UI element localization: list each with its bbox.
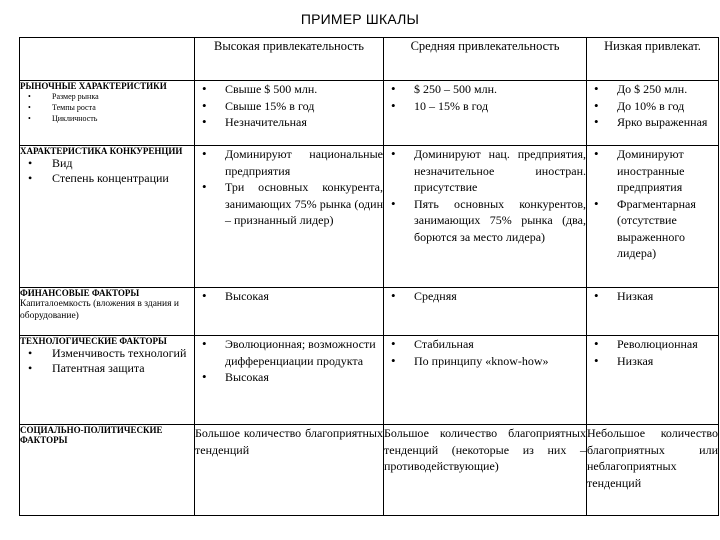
cell-item: • Низкая [587,353,718,370]
cell-item: • Стабильная [384,336,586,353]
factor-subtitle: Капиталоемкость (вложения в здания и оборудование) [20,299,179,321]
factor-item: • Вид [20,156,194,171]
factor-social [20,425,195,516]
factor-title: ХАРАКТЕРИСТИКА КОНКУРЕНЦИИ [20,146,183,156]
factor-market [20,81,195,146]
row-social [20,425,719,516]
cell-item: • Эволюционная; возможности дифференциации продукта [195,336,383,369]
factor-title: ФИНАНСОВЫЕ ФАКТОРЫ [20,288,140,298]
factor-title: СОЦИАЛЬНО-ПОЛИТИЧЕСКИЕ ФАКТОРЫ [20,425,163,445]
row-finance [20,288,719,336]
header-empty-cell [20,38,195,81]
cell-item: • Свыше $ 500 млн. [195,81,383,98]
cell-item: • Высокая [195,369,383,386]
cell-item: • 10 – 15% в год [384,98,586,115]
header-medium: Средняя привлекательность [384,38,587,81]
header-row [20,38,719,81]
cell-item: • Фрагментарная (отсутствие выраженного лидера) [587,196,718,262]
cell-item: • $ 250 – 500 млн. [384,81,586,98]
factor-item: • Патентная защита [20,361,194,376]
cell-item: • Незначительная [195,114,383,131]
factor-item: • Степень концентрации [20,171,194,186]
row-market [20,81,719,146]
factor-title: ТЕХНОЛОГИЧЕСКИЕ ФАКТОРЫ [20,336,167,346]
cell-competition-medium [384,146,587,288]
cell-item: • По принципу «know-how» [384,353,586,370]
cell-social-high: Большое количество благоприятных тенденций [195,425,384,516]
cell-tech-medium [384,336,587,425]
cell-tech-low [587,336,719,425]
page-title: ПРИМЕР ШКАЛЫ [300,11,420,27]
cell-item: • Революционная [587,336,718,353]
cell-finance-high [195,288,384,336]
cell-item: • До 10% в год [587,98,718,115]
cell-item: • Низкая [587,288,718,305]
cell-social-low: Небольшое количество благоприятных или неблагоприятных тенденций [587,425,719,516]
factor-tech [20,336,195,425]
cell-tech-high [195,336,384,425]
factor-item: • Темпы роста [20,102,194,113]
cell-item: • Доминируют иностранные предприятия [587,146,718,196]
factor-title: РЫНОЧНЫЕ ХАРАКТЕРИСТИКИ [20,81,167,91]
factor-item: • Размер рынка [20,91,194,102]
cell-item: • Доминируют нац. предприятия, незначительное иностран. присутствие [384,146,586,196]
cell-market-high [195,81,384,146]
cell-finance-low [587,288,719,336]
attractiveness-scale-table [19,37,719,516]
cell-finance-medium [384,288,587,336]
cell-item: • Пять основных конкурентов, занимающих 75% рынка (два, борются за место лидера) [384,196,586,246]
cell-social-medium: Большое количество благоприятных тенденций (некоторые из них – противодействующие) [384,425,587,516]
factor-finance [20,288,195,336]
factor-competition [20,146,195,288]
cell-item: • Свыше 15% в год [195,98,383,115]
cell-item: • Три основных конкурента, занимающих 75% рынка (один – признанный лидер) [195,179,383,229]
cell-market-medium [384,81,587,146]
cell-competition-low [587,146,719,288]
factor-item: • Изменчивость технологий [20,346,194,361]
cell-item: • До $ 250 млн. [587,81,718,98]
cell-competition-high [195,146,384,288]
row-competition [20,146,719,288]
cell-market-low [587,81,719,146]
cell-item: • Средняя [384,288,586,305]
row-tech [20,336,719,425]
cell-item: • Ярко выраженная [587,114,718,131]
header-high: Высокая привлекательность [195,38,384,81]
cell-item: • Высокая [195,288,383,305]
header-low: Низкая привлекат. [587,38,719,81]
cell-item: • Доминируют национальные предприятия [195,146,383,179]
factor-item: • Цикличность [20,113,194,124]
